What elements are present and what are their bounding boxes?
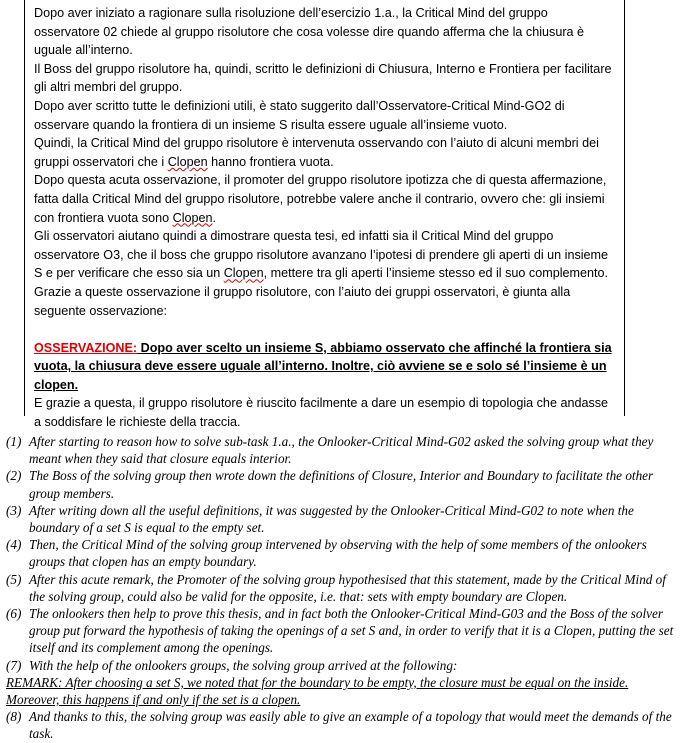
italian-paragraph-5 [34, 171, 616, 227]
p4-text-a: Quindi, la Critical Mind del gruppo risolutore è intervenuta osservando con l’aiuto di alcuni membri dei gruppi osservatori che i [34, 136, 599, 169]
italian-transcript-box [24, 0, 625, 430]
item-number: (7) [6, 657, 22, 673]
p6-text-a: Gli osservatori aiutano quindi a dimostrare questa tesi, ed infatti sia il Critical Mind del gruppo osservatore O3, che il boss che gruppo risolutore avanzano l’ipotesi di prendere gli aperti di un insieme S e per verificare che esso sia un [34, 229, 609, 281]
item-text: With the help of the onlookers groups, the solving group arrived at the following: [29, 657, 458, 673]
italian-paragraph-4 [34, 134, 616, 171]
italian-paragraph-2: Il Boss del gruppo risolutore ha, quindi, scritto le definizioni di Chiusura, Interno e Frontiera per facilitare gli altri membri del gruppo. [34, 61, 612, 95]
italian-paragraph-8: E grazie a questa, il gruppo risolutore è riuscito facilmente a dare un esempio di topologia che andasse a soddisfare le richieste della traccia. [34, 396, 609, 430]
translation-item [6, 467, 682, 501]
spellcheck-word-clopen: Clopen [172, 210, 213, 225]
osservazione-label: OSSERVAZIONE: [34, 340, 138, 355]
translation-item [6, 571, 682, 605]
italian-paragraph-3: Dopo aver scritto tutte le definizioni utili, è stato suggerito dall’Osservatore-Critical Mind-GO2 di osservare quando la frontiera di un insieme S risulta essere uguale all’insieme vuoto. [34, 98, 565, 132]
english-translation [6, 433, 682, 743]
italian-paragraph-6 [34, 227, 616, 283]
item-text: Then, the Critical Mind of the solving group intervened by observing with the help of some members of the onlookers groups that clopen has an empty boundary. [29, 537, 647, 570]
translation-item [6, 605, 682, 657]
remark-statement: REMARK: After choosing a set S, we noted that for the boundary to be empty, the closure must be equal on the inside. Moreover, this happens if and only if the set is a clopen. [6, 674, 629, 708]
italian-paragraph-7: Grazie a queste osservazione il gruppo risolutore, con l’aiuto dei gruppi osservatori, è giunta alla seguente osservazione: [34, 284, 571, 318]
p5-text-a: Dopo questa acuta osservazione, il promoter del gruppo risolutore ipotizza che di questa affermazione, fatta dalla Critical Mind del gruppo risolutore, potrebbe valere anche il contrario, ovvero che: gli insiemi con frontiera vuota sono [34, 173, 607, 225]
item-number: (8) [6, 709, 22, 725]
spellcheck-word-clopen: Clopen [223, 266, 264, 281]
translation-item [6, 536, 682, 570]
item-text: After writing down all the useful definitions, it was suggested by the Onlooker-Critical Mind-G02 to note when the boundary of a set S is equal to the empty set. [29, 502, 634, 536]
item-text: After this acute remark, the Promoter of the solving group hypothesised that this statement, made by the Critical Mind of the solving group, could also be valid for the opposite, i.e. that: sets with empty boundary are Clopen. [29, 571, 666, 604]
item-text: And thanks to this, the solving group was easily able to give an example of a topology that would meet the demands of the task. [29, 709, 672, 742]
translation-item [6, 657, 682, 674]
item-text: After starting to reason how to solve sub-task 1.a., the Onlooker-Critical Mind-G02 asked the solving group what they meant when they said that closure equals interior. [29, 434, 654, 467]
item-number: (1) [6, 434, 22, 449]
item-number: (2) [6, 468, 22, 484]
item-number: (6) [6, 606, 22, 622]
p4-text-c: hanno frontiera vuota. [207, 154, 334, 169]
item-text: The onlookers then help to prove this thesis, and in fact both the Onlooker-Critical Mind-G03 and the Boss of the solver group put forward the hypothesis of taking the openings of a set S and, in order to verify that it is a Clopen, putting the set itself and its complement among the openings. [29, 606, 674, 656]
osservazione-text: Dopo aver scelto un insieme S, abbiamo osservato che affinché la frontiera sia vuota, la chiusura deve essere uguale all’interno. Inoltre, ciò avviene se e solo sé l’insieme è un clopen. [34, 340, 612, 392]
italian-paragraph-1: Dopo aver iniziato a ragionare sulla risoluzione dell’esercizio 1.a., la Critical Mind del gruppo osservatore 02 chiede al gruppo risolutore che cosa volesse dire quando afferma che la chiusura è uguale all’interno. [34, 6, 585, 58]
translation-item [6, 433, 682, 467]
item-number: (4) [6, 537, 22, 553]
osservazione-block [34, 339, 616, 395]
p5-text-c: . [212, 210, 217, 225]
paragraph-gap [34, 320, 616, 339]
item-text: The Boss of the solving group then wrote down the definitions of Closure, Interior and Boundary to facilitate the other group members. [29, 468, 654, 501]
translation-item [6, 708, 682, 742]
spellcheck-word-clopen: Clopen [167, 154, 208, 169]
translation-item [6, 502, 682, 536]
item-number: (3) [6, 502, 22, 518]
p6-text-c: , mettere tra gli aperti l’insieme stesso ed il suo complemento. [263, 266, 609, 281]
item-number: (5) [6, 571, 22, 587]
